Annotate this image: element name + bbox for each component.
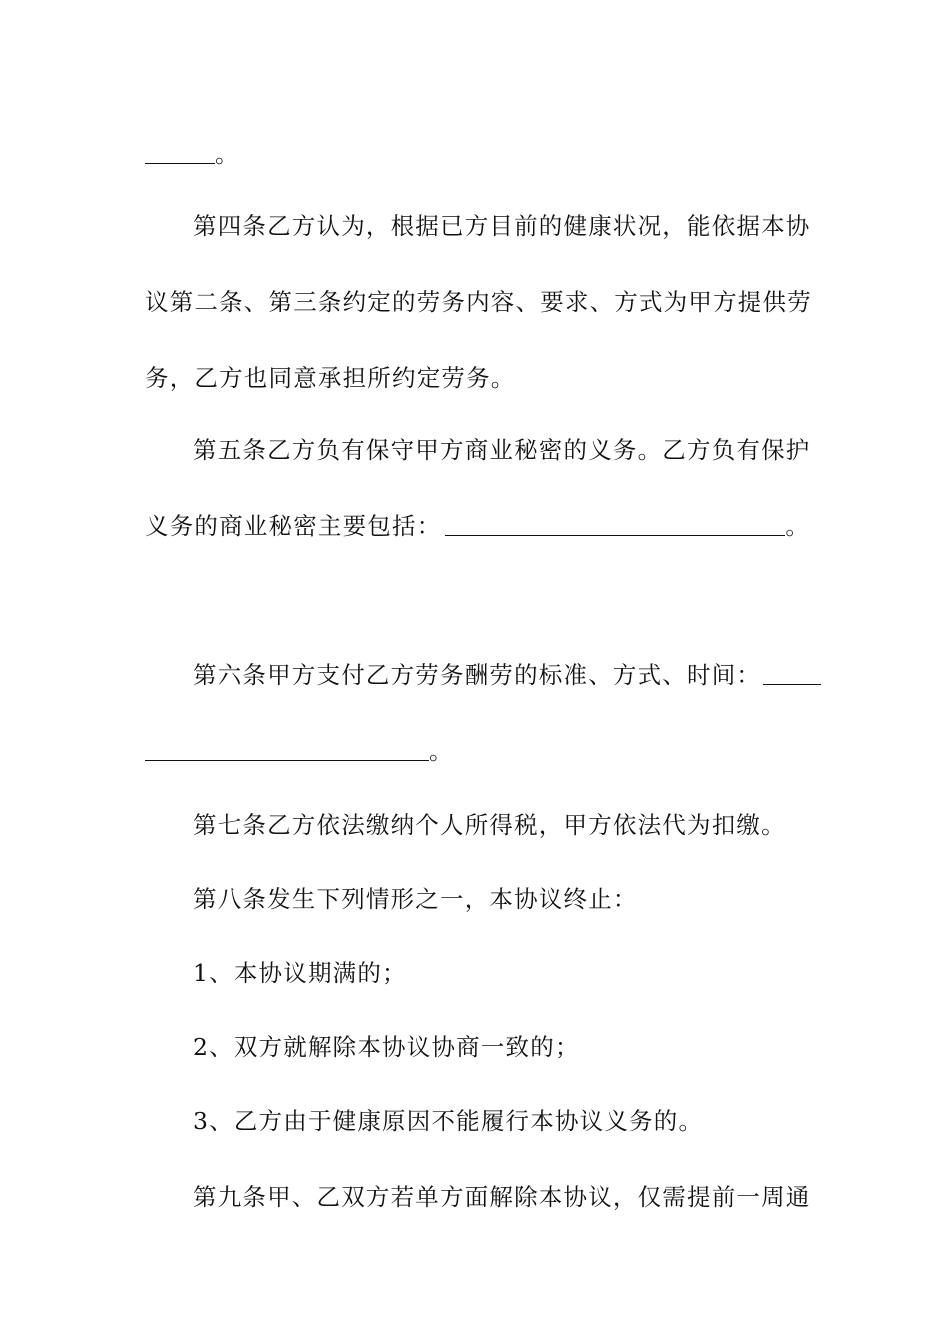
article6-line1 — [193, 655, 810, 695]
fill-in-blank — [145, 736, 429, 761]
fill-in-blank — [445, 511, 785, 536]
article4-line2: 议第二条、第三条约定的劳务内容、要求、方式为甲方提供劳 — [145, 288, 812, 316]
fill-in-blank — [145, 139, 215, 164]
article8-item-3: 3、乙方由于健康原因不能履行本协议义务的。 — [193, 1107, 704, 1135]
article5-line2 — [145, 506, 810, 546]
period: 。 — [215, 140, 240, 168]
article8-item-1: 1、本协议期满的； — [193, 959, 407, 987]
article5-line1: 第五条乙方负有保守甲方商业秘密的义务。乙方负有保护 — [193, 436, 811, 464]
top-fragment-line — [145, 134, 810, 174]
article8-item-2: 2、双方就解除本协议协商一致的； — [193, 1033, 580, 1061]
article7: 第七条乙方依法缴纳个人所得税，甲方依法代为扣缴。 — [193, 811, 786, 839]
article8-intro: 第八条发生下列情形之一，本协议终止： — [193, 885, 638, 913]
article9-line1: 第九条甲、乙双方若单方面解除本协议，仅需提前一周通 — [193, 1183, 811, 1211]
period: 。 — [785, 512, 811, 540]
period: 。 — [429, 737, 454, 765]
article5-line2-text: 义务的商业秘密主要包括： — [145, 512, 442, 540]
article6-line1-text: 第六条甲方支付乙方劳务酬劳的标准、方式、时间： — [193, 661, 762, 689]
fill-in-blank — [763, 660, 821, 685]
article4-line1: 第四条乙方认为，根据已方目前的健康状况，能依据本协 — [193, 212, 811, 240]
article6-line2 — [145, 731, 810, 771]
article4-line3: 务，乙方也同意承担所约定劳务。 — [145, 364, 516, 392]
